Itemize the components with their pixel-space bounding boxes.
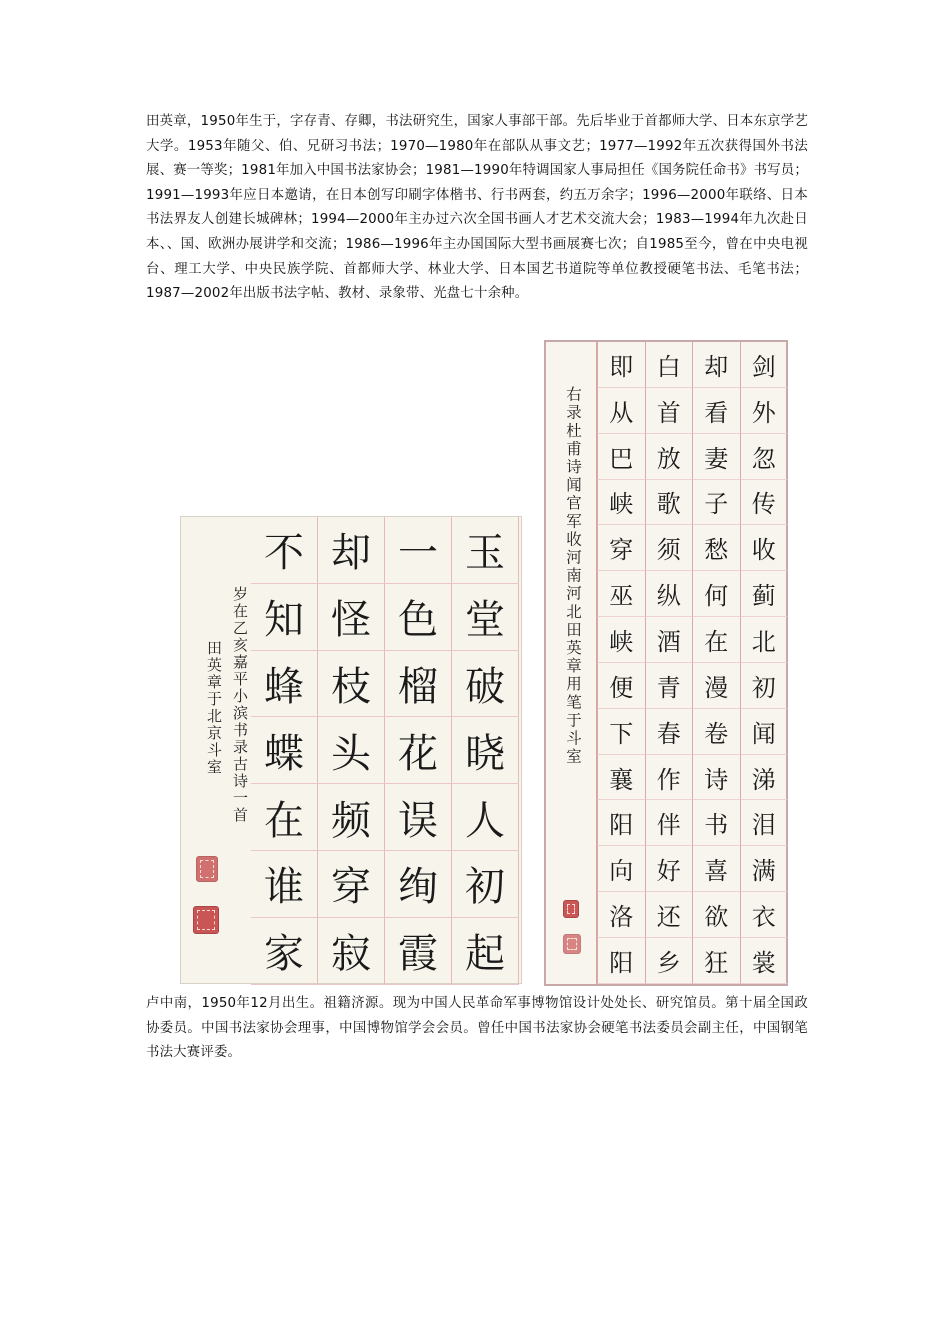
calligraphy-character: 纵 (645, 571, 693, 617)
calligraphy-character: 放 (645, 434, 693, 480)
calligraphy-character: 收 (740, 525, 788, 571)
calligraphy-character: 峡 (597, 617, 645, 663)
calligraphy-character: 怪 (318, 584, 385, 651)
inscription-right: 右录杜甫诗闻官军收河南河北田英章用笔于斗室 (564, 386, 582, 767)
calligraphy-character: 寂 (318, 918, 385, 985)
calligraphy-character: 卷 (692, 709, 740, 755)
calligraphy-character: 涕 (740, 755, 788, 801)
calligraphy-character: 霞 (385, 918, 452, 985)
calligraphy-character: 便 (597, 663, 645, 709)
calligraphy-character: 从 (597, 388, 645, 434)
calligraphy-character: 何 (692, 571, 740, 617)
calligraphy-character: 蜂 (251, 651, 318, 718)
calligraphy-character: 玉 (452, 517, 519, 584)
calligraphy-character: 酒 (645, 617, 693, 663)
calligraphy-character: 起 (452, 918, 519, 985)
calligraphy-character: 须 (645, 525, 693, 571)
calligraphy-character: 满 (740, 846, 788, 892)
calligraphy-character: 阳 (597, 938, 645, 984)
calligraphy-character: 蓟 (740, 571, 788, 617)
calligraphy-character: 却 (692, 342, 740, 388)
calligraphy-character: 诗 (692, 755, 740, 801)
calligraphy-character: 频 (318, 784, 385, 851)
seal-stamp-icon (563, 900, 579, 918)
calligraphy-character: 穿 (597, 525, 645, 571)
calligraphy-character: 绚 (385, 851, 452, 918)
calligraphy-character: 歌 (645, 480, 693, 526)
calligraphy-character: 看 (692, 388, 740, 434)
calligraphy-character: 衣 (740, 892, 788, 938)
calligraphy-character: 阳 (597, 800, 645, 846)
calligraphy-character: 一 (385, 517, 452, 584)
calligraphy-character: 狂 (692, 938, 740, 984)
calligraphy-character: 下 (597, 709, 645, 755)
calligraphy-character: 首 (645, 388, 693, 434)
seal-stamp-icon (196, 856, 218, 882)
calligraphy-character: 巫 (597, 571, 645, 617)
calligraphy-character: 白 (645, 342, 693, 388)
calligraphy-character: 好 (645, 846, 693, 892)
calligraphy-character: 青 (645, 663, 693, 709)
inscription-left-line-1: 岁在乙亥嘉平小滨书录古诗一首 (231, 586, 249, 824)
calligraphy-character: 堂 (452, 584, 519, 651)
seal-stamp-icon (563, 934, 581, 954)
calligraphy-character: 漫 (692, 663, 740, 709)
calligraphy-character: 喜 (692, 846, 740, 892)
calligraphy-character: 欲 (692, 892, 740, 938)
calligraphy-character: 却 (318, 517, 385, 584)
calligraphy-grid-right (596, 342, 787, 984)
calligraphy-character: 谁 (251, 851, 318, 918)
seal-stamp-icon (193, 906, 219, 934)
calligraphy-character: 忽 (740, 434, 788, 480)
calligraphy-character: 外 (740, 388, 788, 434)
calligraphy-character: 即 (597, 342, 645, 388)
calligraphy-character: 春 (645, 709, 693, 755)
biography-tian-yingzhang: 田英章，1950年生于，字存青、存卿，书法研究生，国家人事部干部。先后毕业于首都师大学、日本东京学艺大学。1953年随父、伯、兄研习书法；1970—1980年在部队从事文艺；1977—1992年五次获得国外书法展、赛一等奖；1981年加入中国书法家协会；1981—1990年特调国家人事局担任《国务院任命书》书写员；1991—1993年应日本邀请，在日本创写印刷字体楷书、行书两套，约五万余字；1996—2000年联络、日本书法界友人创建长城碑林；1994—2000年主办过六次全国书画人才艺术交流大会；1983—1994年九次赴日本、、国、欧洲办展讲学和交流；1986—1996年主办国国际大型书画展赛七次；自1985至今，曾在中央电视台、理工大学、中央民族学院、首都师大学、林业大学、日本国艺书道院等单位教授硬笔书法、毛笔书法；1987—2002年出版书法字帖、教材、录象带、光盘七十余种。 (146, 114, 808, 302)
calligraphy-character: 北 (740, 617, 788, 663)
calligraphy-character: 误 (385, 784, 452, 851)
calligraphy-character: 乡 (645, 938, 693, 984)
calligraphy-character: 家 (251, 918, 318, 985)
calligraphy-character: 裳 (740, 938, 788, 984)
calligraphy-character: 蝶 (251, 717, 318, 784)
calligraphy-character: 花 (385, 717, 452, 784)
calligraphy-grid-left (251, 517, 519, 985)
calligraphy-character: 愁 (692, 525, 740, 571)
calligraphy-character: 破 (452, 651, 519, 718)
calligraphy-character: 初 (452, 851, 519, 918)
calligraphy-character: 传 (740, 480, 788, 526)
biography-lu-zhongnan: 卢中南，1950年12月出生。祖籍济源。现为中国人民革命军事博物馆设计处处长、研究馆员。第十届全国政协委员。中国书法家协会理事，中国博物馆学会会员。曾任中国书法家协会硬笔书法委员会副主任，中国钢笔书法大赛评委。 (146, 996, 808, 1061)
calligraphy-character: 不 (251, 517, 318, 584)
calligraphy-character: 襄 (597, 755, 645, 801)
calligraphy-character: 色 (385, 584, 452, 651)
calligraphy-character: 洛 (597, 892, 645, 938)
calligraphy-character: 向 (597, 846, 645, 892)
calligraphy-character: 巴 (597, 434, 645, 480)
calligraphy-character: 伴 (645, 800, 693, 846)
inscription-left-line-2: 田英章于北京斗室 (205, 640, 223, 776)
calligraphy-character: 还 (645, 892, 693, 938)
calligraphy-character: 在 (692, 617, 740, 663)
calligraphy-character: 峡 (597, 480, 645, 526)
calligraphy-character: 枝 (318, 651, 385, 718)
calligraphy-character: 泪 (740, 800, 788, 846)
calligraphy-character: 初 (740, 663, 788, 709)
calligraphy-character: 榴 (385, 651, 452, 718)
calligraphy-character: 妻 (692, 434, 740, 480)
calligraphy-character: 晓 (452, 717, 519, 784)
calligraphy-character: 剑 (740, 342, 788, 388)
calligraphy-character: 子 (692, 480, 740, 526)
calligraphy-character: 闻 (740, 709, 788, 755)
calligraphy-character: 头 (318, 717, 385, 784)
calligraphy-character: 知 (251, 584, 318, 651)
calligraphy-character: 穿 (318, 851, 385, 918)
calligraphy-character: 在 (251, 784, 318, 851)
calligraphy-character: 作 (645, 755, 693, 801)
calligraphy-character: 人 (452, 784, 519, 851)
calligraphy-character: 书 (692, 800, 740, 846)
